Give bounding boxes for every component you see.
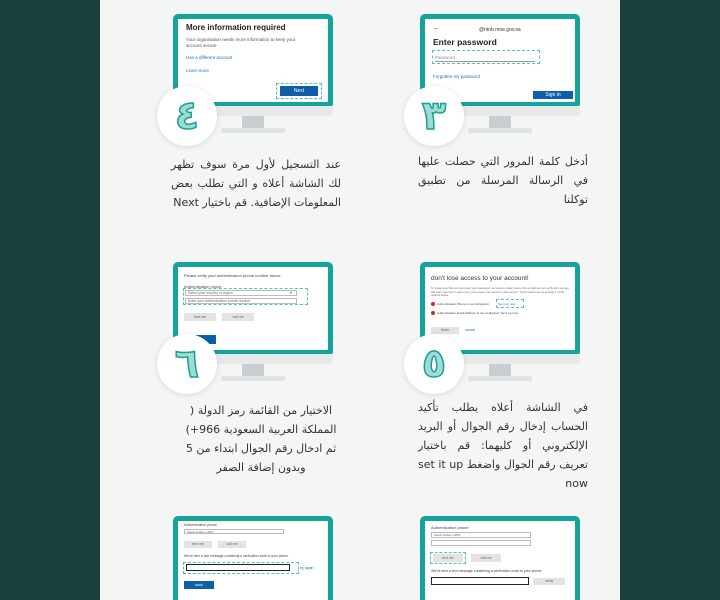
screen-body: To make sure that you can reset your password, we need to collect some info so that we can verify who you are. We won't use this to spam you, just to keep your account more secure. You'll need to set up at least 1 of the options below. — [431, 286, 570, 298]
forgot-password-link[interactable]: Forgotten my password — [433, 74, 481, 79]
step-caption: عند التسجيل لأول مرة سوف تظهر لك الشاشة أعلاه و التي تطلب بعض المعلومات الإضافية. قم باختيار Next — [171, 158, 341, 209]
finish-button[interactable]: finish — [431, 327, 459, 334]
code-sent-text: We've sent a text message containing a verification code to your phone. — [431, 569, 543, 573]
step-6 — [173, 262, 373, 474]
screen-title: don't lose access to your account! — [431, 275, 529, 282]
call-me-button[interactable]: call me — [218, 541, 246, 548]
country-select[interactable]: Select your country or region — [185, 290, 297, 296]
step-number-badge: ٤ — [157, 86, 217, 146]
sign-in-button[interactable]: Sign in — [533, 91, 573, 99]
step-number-badge: ٣ — [404, 86, 464, 146]
email-item-text: Authentication Email Address is not configured. Set it up now — [437, 311, 518, 315]
text-me-button[interactable]: text me — [433, 554, 463, 562]
screen-title: Enter password — [433, 37, 497, 47]
verify-button[interactable]: verify — [533, 578, 565, 585]
password-input[interactable]: Password — [435, 55, 535, 62]
screen-title: More information required — [186, 23, 286, 32]
step-7-partial — [173, 516, 373, 600]
screen-intro: Please verify your authentication phone number below. — [184, 273, 282, 278]
try-again-link[interactable]: try again — [300, 566, 314, 570]
instruction-page — [100, 0, 620, 600]
text-me-button[interactable]: text me — [184, 313, 216, 321]
text-me-button[interactable]: text me — [184, 541, 212, 548]
step-number-badge: ٥ — [404, 334, 464, 394]
next-button[interactable]: Next — [280, 86, 318, 96]
step-number-badge: ٦ — [157, 334, 217, 394]
step-3 — [418, 14, 620, 206]
set-it-up-link[interactable]: Set it up now — [498, 302, 516, 306]
verification-code-input[interactable] — [186, 564, 290, 571]
back-arrow-icon[interactable]: ← — [433, 25, 440, 32]
country-select[interactable]: Saudi Arabia (+966) — [184, 529, 284, 534]
screen-body: Your organisation needs more information to keep your account secure — [186, 37, 296, 48]
step-caption: أدخل كلمة المرور التي حصلت عليها في الرسالة المرسلة من تطبيق توكلنا — [418, 155, 588, 206]
phone-item-text: Authentication Phone is not configured. — [437, 302, 490, 306]
verification-code-input[interactable] — [431, 577, 529, 585]
field-label: Authentication phone — [184, 284, 222, 289]
learn-more-link[interactable]: Learn more — [186, 68, 210, 73]
monitor — [420, 516, 580, 600]
field-label: Authentication phone — [184, 523, 217, 527]
country-select[interactable]: Saudi Arabia (+966) — [431, 532, 531, 538]
code-sent-text: We've sent a text message containing a verification code to your phone. — [184, 554, 289, 558]
call-me-button[interactable]: call me — [222, 313, 254, 321]
chevron-down-icon[interactable]: ▾ — [290, 290, 293, 295]
account-email: @ntnb.moe.gov.sa — [479, 27, 521, 33]
step-caption: الاختيار من القائمة رمز الدولة ( المملكة العربية السعودية 966+) ثم ادخال رقم الجوال ابتداء من 5 وبدون إضافة الصفر — [185, 404, 337, 474]
step-8-partial — [420, 516, 620, 600]
verification-code-screen — [425, 521, 575, 600]
step-caption: في الشاشة أعلاه يطلب تأكيد الحساب إدخال رقم الجوال أو البريد الإلكتروني أو كليهما: قم باختيار تعريف رقم الجوال واضغط set it up now — [418, 401, 588, 490]
step-4 — [171, 14, 373, 209]
warning-icon — [431, 302, 435, 306]
phone-number-input[interactable] — [431, 540, 531, 546]
different-account-link[interactable]: Use a different account — [186, 55, 233, 60]
warning-icon — [431, 311, 435, 315]
monitor — [173, 516, 333, 600]
call-me-button[interactable]: call me — [471, 554, 501, 562]
step-5 — [418, 262, 620, 490]
back-button[interactable]: back — [184, 581, 214, 589]
verification-code-screen — [178, 521, 328, 600]
field-label: Authentication phone — [431, 525, 469, 530]
cancel-link[interactable]: cancel — [465, 328, 476, 332]
phone-number-input[interactable]: Enter your authentication phone number — [185, 298, 297, 304]
